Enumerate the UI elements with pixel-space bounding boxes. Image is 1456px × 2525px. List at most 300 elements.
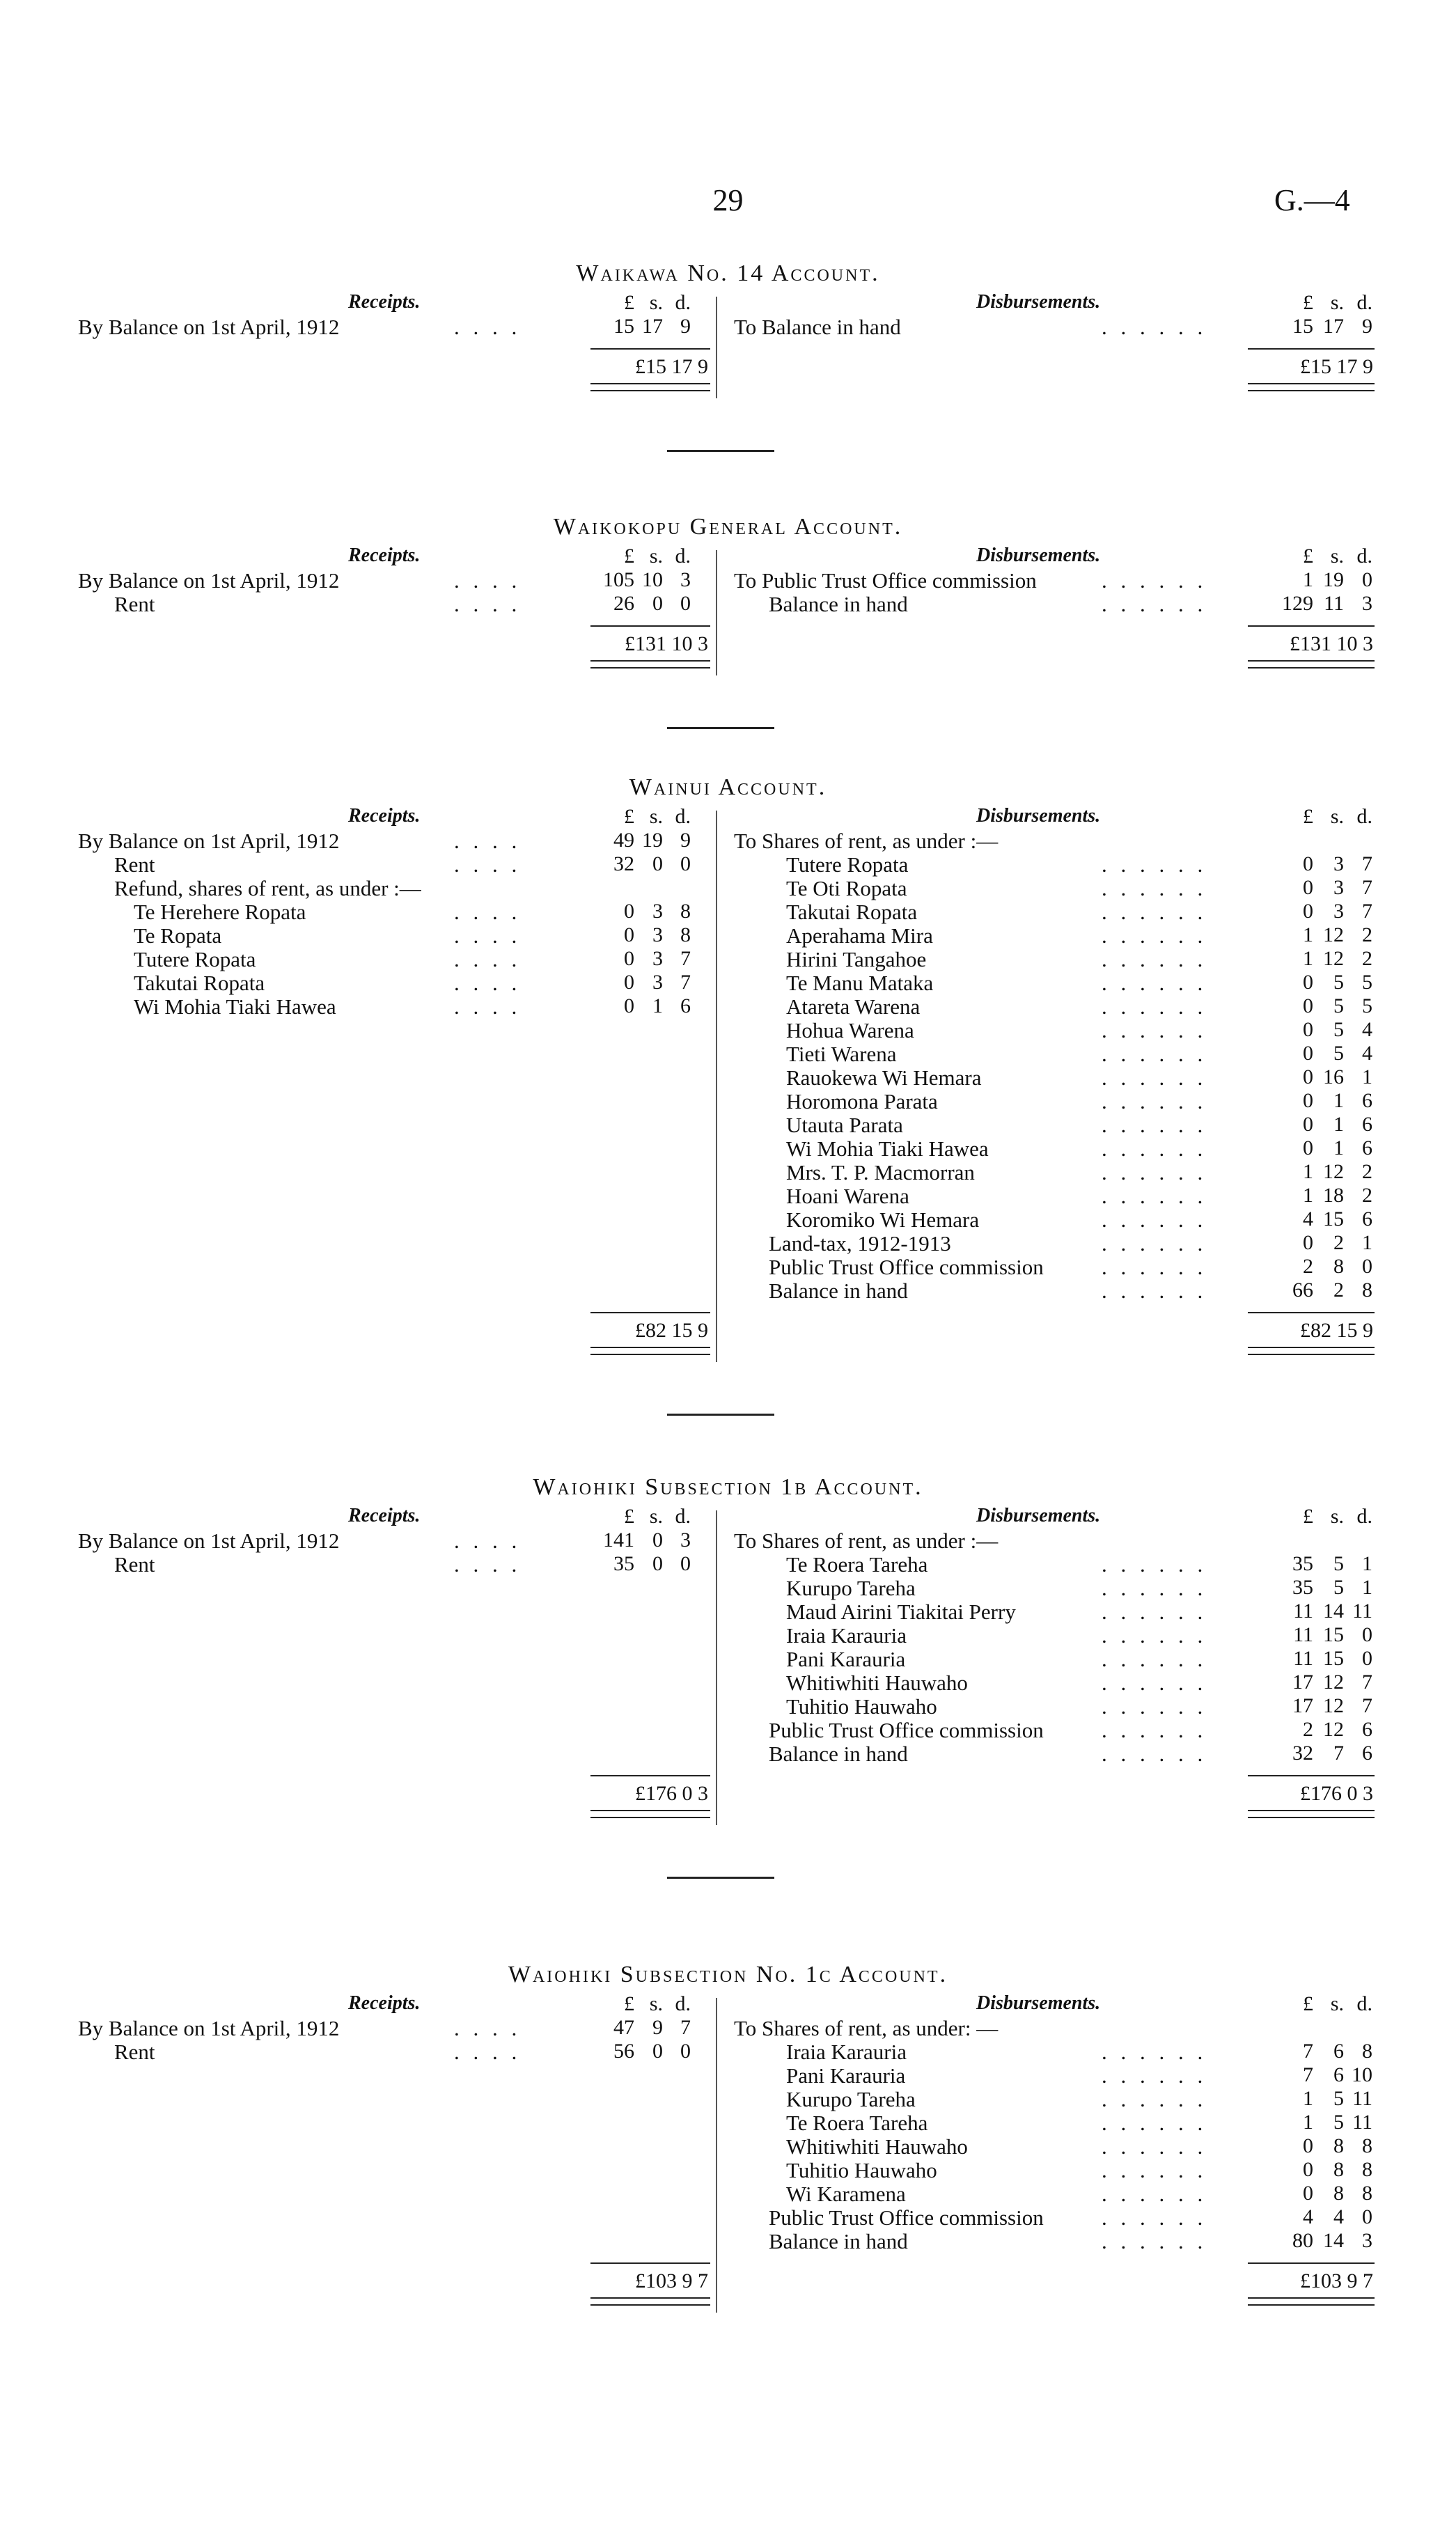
column-divider <box>716 297 717 398</box>
disbursement-label: Whitiwhiti Hauwaho <box>786 1671 968 1695</box>
double-rule <box>1248 660 1375 669</box>
double-rule <box>590 1347 710 1355</box>
disbursement-pence: 0 <box>1362 1647 1372 1670</box>
section-separator <box>667 1877 774 1879</box>
disbursement-pence: 2 <box>1362 1184 1372 1207</box>
disbursements-total: £103 9 7 <box>1300 2269 1373 2292</box>
disbursement-row <box>0 829 1456 852</box>
disbursement-row <box>0 1184 1456 1207</box>
leader-dots: . . . . <box>454 923 522 948</box>
disbursement-row <box>0 1042 1456 1065</box>
disbursement-pence: 7 <box>1362 852 1372 875</box>
disbursement-row <box>0 852 1456 876</box>
disbursement-pounds: 0 <box>1303 971 1313 994</box>
leader-dots: . . . . . . <box>1102 1231 1207 1256</box>
pounds-header: £ <box>624 1505 634 1528</box>
disbursement-label: Tutere Ropata <box>786 852 909 877</box>
disbursement-row <box>0 1576 1456 1600</box>
receipt-pounds: 49 <box>613 829 634 852</box>
leader-dots: . . . . <box>454 947 522 971</box>
disbursement-shillings: 12 <box>1323 923 1344 946</box>
disbursement-row <box>0 1018 1456 1042</box>
shillings-header: s. <box>1330 1505 1344 1528</box>
disbursements-total: £15 17 9 <box>1300 355 1373 378</box>
leader-dots: . . . . . . <box>1102 1136 1207 1161</box>
disbursement-row <box>0 315 1456 338</box>
disbursement-pounds: 4 <box>1303 1207 1313 1230</box>
receipt-pence: 7 <box>680 947 691 970</box>
disbursement-label: Iraia Karauria <box>786 2040 907 2064</box>
disbursement-pence: 5 <box>1362 971 1372 994</box>
disbursement-shillings: 7 <box>1333 1742 1344 1765</box>
disbursement-pence: 2 <box>1362 1160 1372 1183</box>
leader-dots: . . . . <box>454 829 522 853</box>
receipt-pounds: 0 <box>624 923 634 946</box>
disbursement-pence: 1 <box>1362 1552 1372 1575</box>
disbursement-label: Te Manu Mataka <box>786 971 934 995</box>
receipt-pence: 3 <box>680 568 691 591</box>
receipt-label: Rent <box>114 2040 155 2064</box>
disbursement-shillings: 8 <box>1333 2158 1344 2181</box>
receipt-pence: 9 <box>680 315 691 338</box>
shillings-header: s. <box>1330 291 1344 314</box>
disbursement-shillings: 4 <box>1333 2205 1344 2228</box>
leader-dots: . . . . . . <box>1102 1065 1207 1090</box>
disbursement-pounds: 0 <box>1303 900 1313 923</box>
pence-header: d. <box>1356 1992 1372 2015</box>
disbursement-row <box>0 1207 1456 1231</box>
disbursement-pounds: 0 <box>1303 2158 1313 2181</box>
disbursement-pence: 8 <box>1362 2134 1372 2157</box>
disbursement-label: Aperahama Mira <box>786 923 933 948</box>
disbursement-pounds: 32 <box>1292 1742 1313 1765</box>
disbursements-heading: Disbursements. <box>976 805 1101 827</box>
receipt-pence: 0 <box>680 2040 691 2063</box>
leader-dots: . . . . . . <box>1102 1647 1207 1671</box>
disbursement-pence: 1 <box>1362 1065 1372 1088</box>
column-divider <box>716 550 717 675</box>
disbursements-heading: Disbursements. <box>976 291 1101 313</box>
disbursement-label: To Shares of rent, as under :— <box>734 1529 999 1553</box>
disbursement-row <box>0 1113 1456 1136</box>
ledger-body <box>0 829 1456 1302</box>
disbursement-label: Hirini Tangahoe <box>786 947 927 971</box>
disbursement-pence: 8 <box>1362 1279 1372 1301</box>
pounds-header: £ <box>624 805 634 828</box>
disbursement-shillings: 11 <box>1324 592 1344 615</box>
disbursement-pounds: 11 <box>1293 1647 1313 1670</box>
disbursement-label: Te Oti Ropata <box>786 876 907 900</box>
disbursement-pounds: 7 <box>1303 2063 1313 2086</box>
receipt-pence: 0 <box>680 592 691 615</box>
disbursement-pence: 8 <box>1362 2182 1372 2205</box>
disbursement-row <box>0 876 1456 900</box>
disbursement-shillings: 14 <box>1323 2229 1344 2252</box>
disbursement-pounds: 0 <box>1303 1136 1313 1159</box>
leader-dots: . . . . . . <box>1102 947 1207 971</box>
receipt-label: Refund, shares of rent, as under :— <box>114 876 421 900</box>
disbursement-label: To Shares of rent, as under: — <box>734 2016 999 2040</box>
column-divider <box>716 811 717 1362</box>
receipt-shillings: 3 <box>652 971 663 994</box>
ledger-body <box>0 315 1456 338</box>
receipt-shillings: 3 <box>652 947 663 970</box>
double-rule <box>590 2297 710 2306</box>
disbursement-shillings: 5 <box>1333 1552 1344 1575</box>
disbursement-pounds: 0 <box>1303 1231 1313 1254</box>
leader-dots: . . . . . . <box>1102 2229 1207 2253</box>
leader-dots: . . . . . . <box>1102 2134 1207 2159</box>
receipt-pence: 6 <box>680 994 691 1017</box>
disbursement-row <box>0 1160 1456 1184</box>
disbursement-shillings: 12 <box>1323 1718 1344 1741</box>
leader-dots: . . . . . . <box>1102 2040 1207 2064</box>
disbursement-pence: 2 <box>1362 923 1372 946</box>
disbursements-heading: Disbursements. <box>976 1505 1101 1526</box>
leader-dots: . . . . . . <box>1102 1552 1207 1577</box>
disbursement-pence: 3 <box>1362 592 1372 615</box>
account-title: Waiohiki Subsection 1b Account. <box>533 1474 923 1500</box>
disbursement-row <box>0 1694 1456 1718</box>
disbursement-shillings: 5 <box>1333 971 1344 994</box>
leader-dots: . . . . . . <box>1102 568 1207 593</box>
pounds-header: £ <box>1303 1505 1313 1528</box>
disbursements-heading: Disbursements. <box>976 1992 1101 2014</box>
receipt-shillings: 3 <box>652 900 663 923</box>
account-section <box>0 514 1456 656</box>
receipts-total: £176 0 3 <box>635 1782 708 1805</box>
disbursement-label: Balance in hand <box>769 1742 908 1766</box>
disbursement-label: Iraia Karauria <box>786 1623 907 1648</box>
disbursement-pounds: 2 <box>1303 1718 1313 1741</box>
pounds-header: £ <box>624 545 634 568</box>
disbursement-pence: 9 <box>1362 315 1372 338</box>
column-heading-row <box>0 291 1456 315</box>
receipts-heading: Receipts. <box>348 291 421 313</box>
total-rule <box>1248 348 1375 350</box>
leader-dots: . . . . . . <box>1102 1671 1207 1695</box>
total-rule <box>1248 1775 1375 1776</box>
receipt-pounds: 15 <box>613 315 634 338</box>
disbursement-row <box>0 2111 1456 2134</box>
double-rule <box>1248 383 1375 391</box>
disbursement-label: Kurupo Tareha <box>786 2087 916 2111</box>
pence-header: d. <box>675 1505 691 1528</box>
ledger-body <box>0 2016 1456 2253</box>
receipt-label: Rent <box>114 1552 155 1577</box>
disbursements-heading: Disbursements. <box>976 545 1101 566</box>
receipt-shillings: 1 <box>652 994 663 1017</box>
ledger-body <box>0 568 1456 616</box>
receipts-total: £15 17 9 <box>635 355 708 378</box>
receipt-label: By Balance on 1st April, 1912 <box>78 1529 340 1553</box>
disbursement-label: Rauokewa Wi Hemara <box>786 1065 982 1090</box>
disbursement-pounds: 1 <box>1303 2111 1313 2134</box>
disbursement-label: Takutai Ropata <box>786 900 918 924</box>
receipt-pounds: 141 <box>603 1529 634 1551</box>
receipt-shillings: 10 <box>642 568 663 591</box>
column-heading-row <box>0 545 1456 568</box>
disbursement-label: Land-tax, 1912-1913 <box>769 1231 951 1256</box>
disbursement-pounds: 1 <box>1303 568 1313 591</box>
disbursement-pence: 1 <box>1362 1576 1372 1599</box>
disbursement-pence: 6 <box>1362 1742 1372 1765</box>
leader-dots: . . . . . . <box>1102 1600 1207 1624</box>
disbursement-label: Public Trust Office commission <box>769 1718 1044 1742</box>
column-heading-row <box>0 805 1456 829</box>
total-rule <box>590 1312 710 1313</box>
column-divider <box>716 1998 717 2313</box>
ledger-body <box>0 1529 1456 1765</box>
disbursement-row <box>0 1136 1456 1160</box>
shillings-header: s. <box>649 545 663 568</box>
disbursement-shillings: 5 <box>1333 1042 1344 1065</box>
disbursement-label: Balance in hand <box>769 2229 908 2253</box>
disbursement-shillings: 12 <box>1323 1694 1344 1717</box>
leader-dots: . . . . . . <box>1102 315 1207 339</box>
pence-header: d. <box>1356 1505 1372 1528</box>
shillings-header: s. <box>649 1992 663 2015</box>
disbursement-shillings: 15 <box>1323 1623 1344 1646</box>
disbursement-row <box>0 947 1456 971</box>
disbursement-shillings: 18 <box>1323 1184 1344 1207</box>
double-rule <box>1248 1347 1375 1355</box>
disbursement-label: Public Trust Office commission <box>769 1255 1044 1279</box>
disbursement-label: Te Roera Tareha <box>786 2111 928 2135</box>
leader-dots: . . . . <box>454 971 522 995</box>
disbursement-pounds: 80 <box>1292 2229 1313 2252</box>
disbursement-pence: 0 <box>1362 1255 1372 1278</box>
disbursement-pounds: 1 <box>1303 1184 1313 1207</box>
disbursement-label: To Balance in hand <box>734 315 901 339</box>
account-title: Wainui Account. <box>629 774 827 800</box>
receipt-pence: 8 <box>680 900 691 923</box>
double-rule <box>590 660 710 669</box>
total-rule <box>590 625 710 627</box>
disbursement-row <box>0 1279 1456 1302</box>
disbursement-pounds: 129 <box>1282 592 1313 615</box>
disbursement-label: To Shares of rent, as under :— <box>734 829 999 853</box>
disbursement-pounds: 0 <box>1303 876 1313 899</box>
receipt-pence: 3 <box>680 1529 691 1551</box>
account-section <box>0 1474 1456 1806</box>
account-title: Waiohiki Subsection No. 1c Account. <box>508 1962 948 1987</box>
disbursement-label: Public Trust Office commission <box>769 2205 1044 2230</box>
disbursement-pounds: 0 <box>1303 1018 1313 1041</box>
disbursement-label: Te Roera Tareha <box>786 1552 928 1577</box>
disbursement-row <box>0 1647 1456 1671</box>
disbursement-shillings: 15 <box>1323 1207 1344 1230</box>
receipts-total: £82 15 9 <box>635 1319 708 1342</box>
disbursement-row <box>0 1552 1456 1576</box>
total-rule <box>590 348 710 350</box>
disbursements-total: £176 0 3 <box>1300 1782 1373 1805</box>
receipt-label: Wi Mohia Tiaki Hawea <box>134 994 336 1019</box>
receipt-label: Takutai Ropata <box>134 971 265 995</box>
total-rule <box>590 2262 710 2264</box>
disbursement-label: Kurupo Tareha <box>786 1576 916 1600</box>
leader-dots: . . . . . . <box>1102 1279 1207 1303</box>
leader-dots: . . . . . . <box>1102 592 1207 616</box>
disbursement-shillings: 5 <box>1333 2087 1344 2110</box>
disbursement-pounds: 1 <box>1303 2087 1313 2110</box>
disbursement-shillings: 5 <box>1333 2111 1344 2134</box>
leader-dots: . . . . <box>454 2016 522 2040</box>
receipt-pence: 7 <box>680 971 691 994</box>
pounds-header: £ <box>1303 291 1313 314</box>
disbursement-pounds: 35 <box>1292 1552 1313 1575</box>
disbursement-pence: 7 <box>1362 876 1372 899</box>
leader-dots: . . . . . . <box>1102 1113 1207 1137</box>
disbursement-row <box>0 1255 1456 1279</box>
receipts-heading: Receipts. <box>348 545 421 566</box>
disbursement-pence: 8 <box>1362 2158 1372 2181</box>
receipt-shillings: 0 <box>652 1529 663 1551</box>
disbursement-pounds: 0 <box>1303 1089 1313 1112</box>
disbursement-pounds: 4 <box>1303 2205 1313 2228</box>
disbursement-shillings: 1 <box>1333 1113 1344 1136</box>
leader-dots: . . . . <box>454 900 522 924</box>
disbursement-shillings: 12 <box>1323 947 1344 970</box>
leader-dots: . . . . . . <box>1102 1160 1207 1185</box>
totals-row <box>0 2269 1456 2293</box>
disbursement-shillings: 17 <box>1323 315 1344 338</box>
leader-dots: . . . . . . <box>1102 1042 1207 1066</box>
leader-dots: . . . . . . <box>1102 994 1207 1019</box>
disbursement-label: Wi Karamena <box>786 2182 906 2206</box>
pence-header: d. <box>1356 805 1372 828</box>
disbursement-row <box>0 2040 1456 2063</box>
disbursement-label: Atareta Warena <box>786 994 921 1019</box>
disbursement-pence: 0 <box>1362 1623 1372 1646</box>
disbursement-label: Tuhitio Hauwaho <box>786 2158 937 2182</box>
disbursement-pence: 6 <box>1362 1089 1372 1112</box>
receipt-shillings: 19 <box>642 829 663 852</box>
receipt-pounds: 26 <box>613 592 634 615</box>
column-heading-row <box>0 1505 1456 1529</box>
disbursement-pounds: 15 <box>1292 315 1313 338</box>
disbursement-row <box>0 1742 1456 1765</box>
disbursement-pence: 0 <box>1362 568 1372 591</box>
disbursement-label: Pani Karauria <box>786 2063 906 2088</box>
disbursement-pence: 5 <box>1362 994 1372 1017</box>
leader-dots: . . . . <box>454 994 522 1019</box>
disbursement-row <box>0 1671 1456 1694</box>
receipts-heading: Receipts. <box>348 1505 421 1526</box>
disbursement-label: Maud Airini Tiakitai Perry <box>786 1600 1016 1624</box>
disbursement-shillings: 8 <box>1333 2182 1344 2205</box>
leader-dots: . . . . . . <box>1102 1255 1207 1279</box>
leader-dots: . . . . . . <box>1102 2111 1207 2135</box>
disbursement-row <box>0 923 1456 947</box>
disbursement-label: Balance in hand <box>769 592 908 616</box>
totals-row <box>0 1782 1456 1806</box>
disbursement-label: Utauta Parata <box>786 1113 903 1137</box>
leader-dots: . . . . . . <box>1102 2182 1207 2206</box>
account-section <box>0 260 1456 379</box>
receipt-pence: 8 <box>680 923 691 946</box>
shillings-header: s. <box>1330 1992 1344 2015</box>
receipt-label: Rent <box>114 852 155 877</box>
leader-dots: . . . . . . <box>1102 1694 1207 1719</box>
disbursement-row <box>0 2205 1456 2229</box>
account-section <box>0 1962 1456 2293</box>
receipt-pounds: 35 <box>613 1552 634 1575</box>
pence-header: d. <box>675 1992 691 2015</box>
disbursement-shillings: 19 <box>1323 568 1344 591</box>
page-number: 29 <box>712 183 744 217</box>
disbursement-pence: 6 <box>1362 1113 1372 1136</box>
receipt-pounds: 0 <box>624 994 634 1017</box>
disbursement-pence: 1 <box>1362 1231 1372 1254</box>
leader-dots: . . . . . . <box>1102 1207 1207 1232</box>
disbursement-row <box>0 1718 1456 1742</box>
shillings-header: s. <box>1330 805 1344 828</box>
section-separator <box>667 450 774 452</box>
double-rule <box>590 383 710 391</box>
disbursement-pence: 0 <box>1362 2205 1372 2228</box>
receipt-pounds: 105 <box>603 568 634 591</box>
pounds-header: £ <box>1303 1992 1313 2015</box>
pence-header: d. <box>675 291 691 314</box>
disbursement-row <box>0 971 1456 994</box>
disbursement-shillings: 3 <box>1333 876 1344 899</box>
disbursement-pence: 10 <box>1352 2063 1372 2086</box>
disbursement-shillings: 5 <box>1333 994 1344 1017</box>
disbursement-shillings: 8 <box>1333 2134 1344 2157</box>
leader-dots: . . . . . . <box>1102 2087 1207 2111</box>
receipt-pounds: 32 <box>613 852 634 875</box>
total-rule <box>1248 2262 1375 2264</box>
parliamentary-paper-reference: G.—4 <box>1274 183 1350 217</box>
pence-header: d. <box>675 545 691 568</box>
disbursement-pounds: 17 <box>1292 1671 1313 1694</box>
total-rule <box>590 1775 710 1776</box>
leader-dots: . . . . . . <box>1102 1018 1207 1042</box>
leader-dots: . . . . <box>454 852 522 877</box>
pounds-header: £ <box>1303 545 1313 568</box>
total-rule <box>1248 625 1375 627</box>
receipt-shillings: 9 <box>652 2016 663 2039</box>
receipt-label: By Balance on 1st April, 1912 <box>78 315 340 339</box>
disbursement-row <box>0 2016 1456 2040</box>
disbursement-pounds: 0 <box>1303 1042 1313 1065</box>
disbursement-row <box>0 994 1456 1018</box>
disbursement-pounds: 0 <box>1303 2134 1313 2157</box>
disbursement-pounds: 2 <box>1303 1255 1313 1278</box>
receipts-heading: Receipts. <box>348 1992 421 2014</box>
leader-dots: . . . . <box>454 568 522 593</box>
disbursement-shillings: 6 <box>1333 2040 1344 2063</box>
disbursement-pence: 2 <box>1362 947 1372 970</box>
account-section <box>0 774 1456 1343</box>
receipt-shillings: 0 <box>652 1552 663 1575</box>
disbursement-row <box>0 2229 1456 2253</box>
receipt-label: Tutere Ropata <box>134 947 256 971</box>
pence-header: d. <box>1356 545 1372 568</box>
disbursement-pence: 11 <box>1352 2087 1372 2110</box>
receipts-heading: Receipts. <box>348 805 421 827</box>
disbursement-pounds: 66 <box>1292 1279 1313 1301</box>
disbursement-label: Mrs. T. P. Macmorran <box>786 1160 975 1185</box>
leader-dots: . . . . . . <box>1102 1089 1207 1113</box>
disbursement-row <box>0 900 1456 923</box>
disbursement-row <box>0 2134 1456 2158</box>
section-separator <box>667 1414 774 1416</box>
disbursements-total: £82 15 9 <box>1300 1319 1373 1342</box>
leader-dots: . . . . <box>454 315 522 339</box>
receipt-pounds: 0 <box>624 971 634 994</box>
